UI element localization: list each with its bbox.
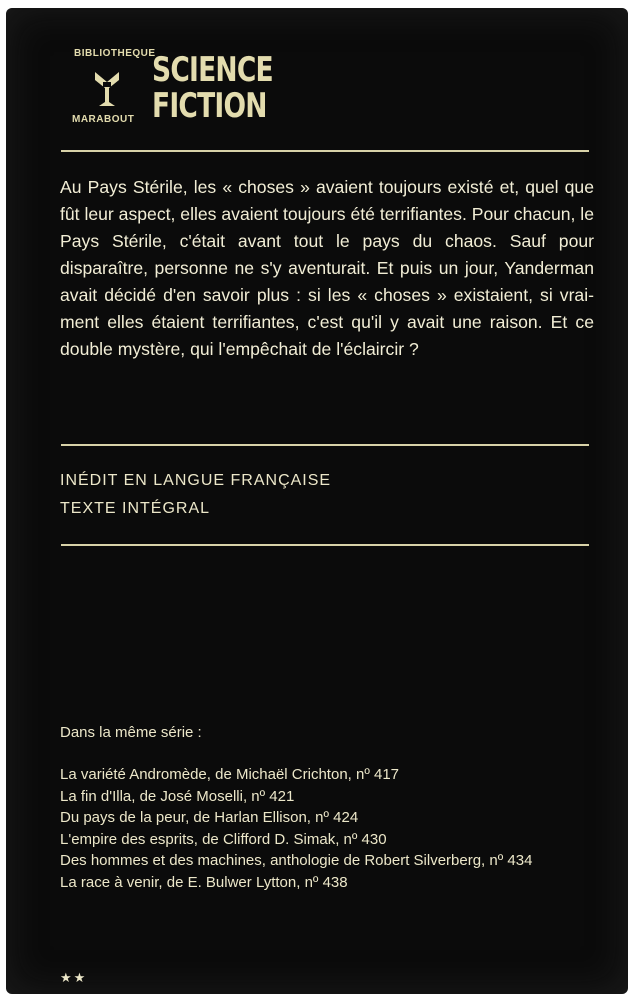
series-list (60, 764, 628, 893)
book-back-cover (6, 8, 628, 994)
collection-logo (66, 44, 273, 144)
divider-top (61, 150, 589, 152)
list-item: La race à venir, de E. Bulwer Lytton, nº 438 (60, 873, 348, 891)
series-title-line1: SCIENCE (152, 50, 273, 90)
list-item: La fin d'Illa, de José Moselli, nº 421 (60, 787, 295, 805)
divider-middle (61, 444, 589, 446)
list-item: Des hommes et des machines, anthologie de Robert Silverberg, nº 434 (60, 852, 533, 869)
unpublished-mention: INÉDIT EN LANGUE FRANÇAISE (60, 472, 332, 489)
divider-bottom (61, 544, 589, 546)
marabout-bird-icon (92, 68, 122, 108)
publisher-name: MARABOUT (72, 114, 135, 125)
list-item: La variété Andromède, de Michaël Crichton, nº 417 (60, 766, 400, 783)
series-heading: Dans la même série : (60, 724, 202, 741)
synopsis-text: Au Pays Stérile, les « choses » avaient toujours existé et, quel que fût leur aspect, elles avaient toujours été terrifiantes. Pour chacun, le Pays Stérile, c'était avant tout le pays du chaos. Sauf pour disparaître, personne ne s'y aventurait. Et puis un jour, Yanderman avait décidé d'en savoir plus : si les « choses » existaient, si vraiment elles étaient terrifiantes, c'est qu'il y avait une raison. Et ce double mystère, qui l'empêchait de l'éclaircir ? (60, 177, 594, 359)
series-title (152, 52, 273, 124)
complete-text-mention: TEXTE INTÉGRAL (60, 500, 211, 517)
list-item: L'empire des esprits, de Clifford D. Simak, nº 430 (60, 830, 387, 848)
list-item: Du pays de la peur, de Harlan Ellison, nº 424 (60, 809, 359, 826)
series-title-line2: FICTION (152, 86, 267, 126)
collection-name: BIBLIOTHEQUE (74, 48, 156, 59)
rating-stars: ★★ (60, 970, 88, 985)
